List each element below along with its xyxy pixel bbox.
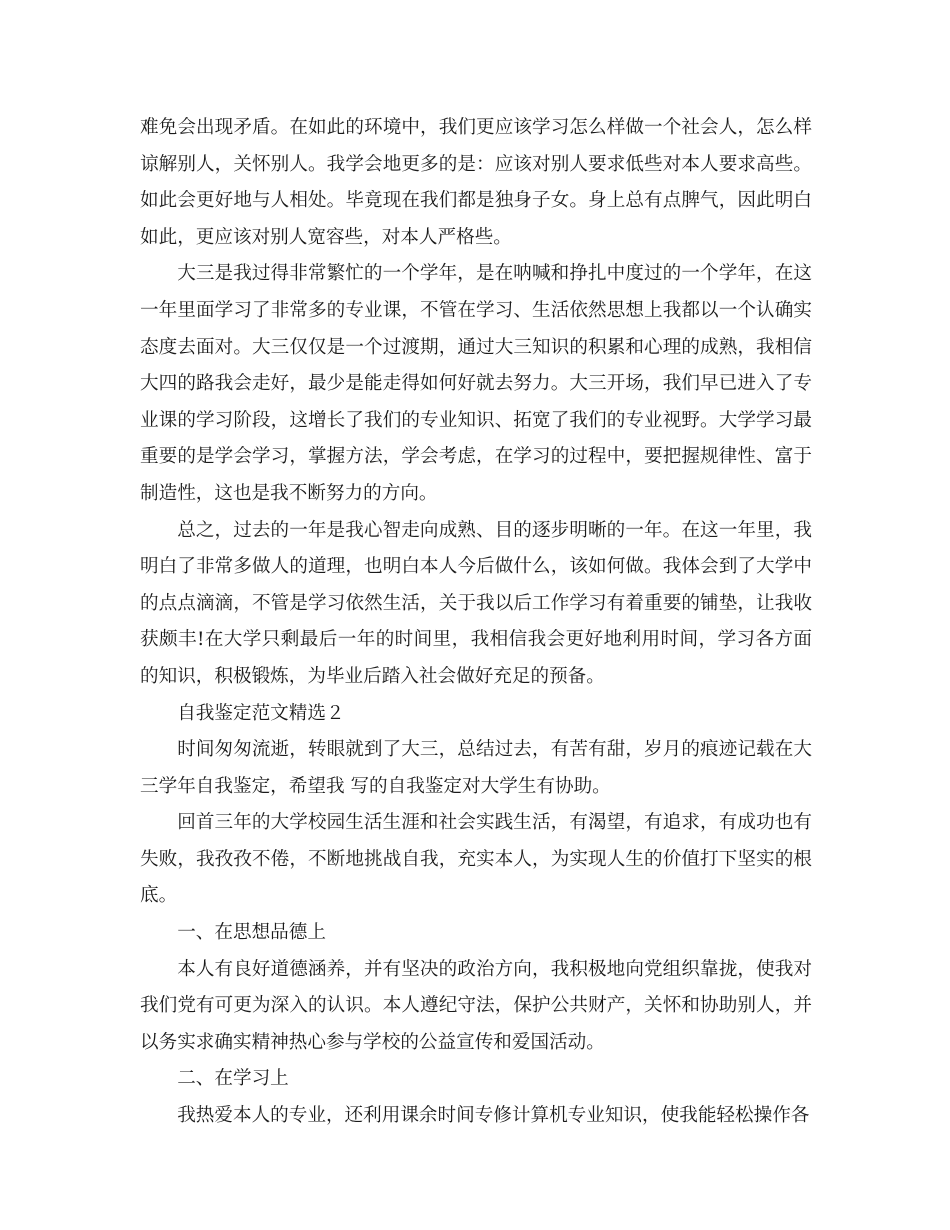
paragraph-study: 我热爱本人的专业，还利用课余时间专修计算机专业知识，使我能轻松操作各 (177, 1105, 810, 1127)
section-title-sample-2: 自我鉴定范文精选２ (177, 702, 345, 724)
paragraph-continuation: 难免会出现矛盾。在如此的环境中，我们更应该学习怎么样做一个社会人，怎么样谅解别人，关怀别人。我学会地更多的是：应该对别人要求低些对本人要求高些。如此会更好地与人相处。毕竟现在我们都是独身子女。身上总有点脾气，因此明白如此，更应该对别人宽容些，对本人严格些。 (140, 117, 812, 248)
heading-study: 二、在学习上 (177, 1068, 289, 1090)
paragraph-review: 回首三年的大学校园生活生涯和社会实践生活，有渴望，有追求，有成功也有失败，我孜孜不倦，不断地挑战自我，充实本人，为实现人生的价值打下坚实的根底。 (140, 812, 812, 907)
paragraph-summary: 总之，过去的一年是我心智走向成熟、目的逐步明晰的一年。在这一年里，我明白了非常多做人的道理，也明白本人今后做什么，该如何做。我体会到了大学中的点点滴滴，不管是学习依然生活，关于我以后工作学习有着重要的铺垫，让我收获颇丰!在大学只剩最后一年的时间里，我相信我会更好地利用时间，学习各方面的知识，积极锻炼，为毕业后踏入社会做好充足的预备。 (140, 519, 812, 687)
paragraph-intro: 时间匆匆流逝，转眼就到了大三，总结过去，有苦有甜，岁月的痕迹记载在大三学年自我鉴定，希望我 写的自我鉴定对大学生有协助。 (140, 739, 812, 797)
document-body (140, 110, 812, 1135)
paragraph-moral-character: 本人有良好道德涵养，并有坚决的政治方向，我积极地向党组织靠拢，使我对我们党有可更为深入的认识。本人遵纪守法，保护公共财产，关怀和协助别人，并以务实求确实精神热心参与学校的公益宣传和爱国活动。 (140, 958, 812, 1053)
heading-moral-character: 一、在思想品德上 (177, 922, 326, 944)
paragraph-junior-year: 大三是我过得非常繁忙的一个学年，是在呐喊和挣扎中度过的一个学年，在这一年里面学习了非常多的专业课，不管在学习、生活依然思想上我都以一个认确实态度去面对。大三仅仅是一个过渡期，通过大三知识的积累和心理的成熟，我相信大四的路我会走好，最少是能走得如何好就去努力。大三开场，我们早已进入了专业课的学习阶段，这增长了我们的专业知识、拓宽了我们的专业视野。大学学习最重要的是学会学习，掌握方法，学会考虑，在学习的过程中，要把握规律性、富于制造性，这也是我不断努力的方向。 (140, 263, 812, 504)
